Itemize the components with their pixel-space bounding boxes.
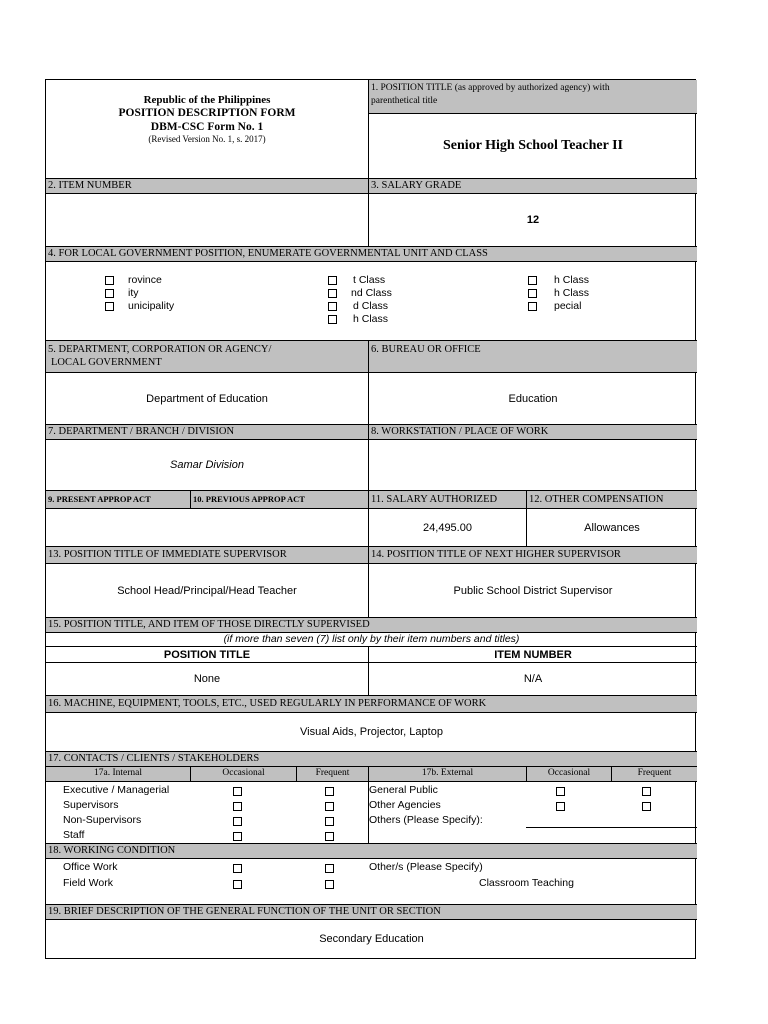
header-republic: Republic of the Philippines (143, 94, 271, 106)
header-version: (Revised Version No. 1, s. 2017) (148, 134, 266, 144)
s17a-header: 17a. Internal (46, 766, 190, 781)
checkbox-sup-occasional[interactable] (233, 802, 242, 811)
external-others-specify: Others (Please Specify): (369, 814, 483, 826)
s18-label: 18. WORKING CONDITION (46, 843, 697, 858)
checkbox-class-3[interactable] (328, 302, 337, 311)
checkbox-class-5[interactable] (528, 276, 537, 285)
s14-label: 14. POSITION TITLE OF NEXT HIGHER SUPERVISOR (368, 546, 697, 563)
option-class-5: h Class (554, 274, 590, 286)
option-class-4: h Class (353, 313, 389, 325)
option-class-6: h Class (554, 287, 590, 299)
external-general-public: General Public (369, 784, 438, 796)
internal-supervisors: Supervisors (63, 799, 119, 811)
checkbox-staff-occasional[interactable] (233, 832, 242, 841)
working-other-label: Other/s (Please Specify) (369, 861, 483, 873)
internal-staff: Staff (63, 829, 85, 841)
checkbox-municipality[interactable] (105, 302, 114, 311)
others-specify-line[interactable] (526, 827, 697, 828)
working-field: Field Work (63, 877, 113, 889)
option-class-3: d Class (353, 300, 389, 312)
s16-label: 16. MACHINE, EQUIPMENT, TOOLS, ETC., USED REGULARLY IN PERFORMANCE OF WORK (46, 695, 697, 712)
s15-label: 15. POSITION TITLE, AND ITEM OF THOSE DIRECTLY SUPERVISED (46, 617, 697, 632)
position-title-value: Senior High School Teacher II (368, 113, 697, 178)
checkbox-class-4[interactable] (328, 315, 337, 324)
equipment-value: Visual Aids, Projector, Laptop (46, 712, 697, 751)
checkbox-exec-frequent[interactable] (325, 787, 334, 796)
checkbox-nonsup-frequent[interactable] (325, 817, 334, 826)
s15-col-title: POSITION TITLE (46, 646, 368, 662)
s17-label: 17. CONTACTS / CLIENTS / STAKEHOLDERS (46, 751, 697, 766)
s7-label: 7. DEPARTMENT / BRANCH / DIVISION (46, 424, 368, 439)
checkbox-special[interactable] (528, 302, 537, 311)
s17b-header: 17b. External (368, 766, 526, 781)
checkbox-class-6[interactable] (528, 289, 537, 298)
s17a-frequent-header: Frequent (296, 766, 368, 781)
bureau-value: Education (368, 372, 697, 424)
checkbox-public-frequent[interactable] (642, 787, 651, 796)
option-province: rovince (128, 274, 162, 286)
form-header (46, 80, 368, 178)
salary-authorized-value: 24,495.00 (368, 508, 526, 546)
checkbox-city[interactable] (105, 289, 114, 298)
s15-col-item: ITEM NUMBER (368, 646, 697, 662)
s11-label: 11. SALARY AUTHORIZED (368, 490, 526, 508)
checkbox-public-occasional[interactable] (556, 787, 565, 796)
header-form-name: POSITION DESCRIPTION FORM (118, 107, 296, 119)
s4-label: 4. FOR LOCAL GOVERNMENT POSITION, ENUMERATE GOVERNMENTAL UNIT AND CLASS (46, 246, 697, 261)
checkbox-field-frequent[interactable] (325, 880, 334, 889)
s8-label: 8. WORKSTATION / PLACE OF WORK (368, 424, 697, 439)
checkbox-field-occasional[interactable] (233, 880, 242, 889)
checkbox-office-occasional[interactable] (233, 864, 242, 873)
option-class-2: nd Class (351, 287, 392, 299)
working-office: Office Work (63, 861, 118, 873)
other-compensation-value: Allowances (526, 508, 697, 546)
division-value: Samar Division (46, 439, 368, 490)
position-description-form (45, 79, 696, 959)
s12-label: 12. OTHER COMPENSATION (526, 490, 697, 508)
checkbox-class-1[interactable] (328, 276, 337, 285)
checkbox-province[interactable] (105, 276, 114, 285)
checkbox-staff-frequent[interactable] (325, 832, 334, 841)
s17-body (46, 781, 697, 843)
supervised-title-value: None (46, 662, 368, 695)
present-approp-value (46, 508, 368, 546)
s19-label: 19. BRIEF DESCRIPTION OF THE GENERAL FUNCTION OF THE UNIT OR SECTION (46, 904, 697, 919)
internal-non-supervisors: Non-Supervisors (63, 814, 142, 826)
s4-options (46, 261, 697, 340)
checkbox-exec-occasional[interactable] (233, 787, 242, 796)
s5-label: 5. DEPARTMENT, CORPORATION OR AGENCY/ LOCAL GOVERNMENT (46, 340, 368, 372)
next-higher-supervisor-value: Public School District Supervisor (368, 563, 697, 617)
salary-grade-value: 12 (368, 193, 697, 246)
s15-note: (if more than seven (7) list only by their item numbers and titles) (46, 632, 697, 646)
external-other-agencies: Other Agencies (369, 799, 441, 811)
s3-label: 3. SALARY GRADE (368, 178, 697, 193)
s10-label: 10. PREVIOUS APPROP ACT (190, 490, 368, 508)
s2-label: 2. ITEM NUMBER (46, 178, 368, 193)
workstation-value (368, 439, 697, 490)
immediate-supervisor-value: School Head/Principal/Head Teacher (46, 563, 368, 617)
option-municipality: unicipality (128, 300, 175, 312)
item-number-value (46, 193, 368, 246)
checkbox-sup-frequent[interactable] (325, 802, 334, 811)
s17a-occasional-header: Occasional (190, 766, 296, 781)
s9-label: 9. PRESENT APPROP ACT (46, 490, 190, 508)
header-form-number: DBM-CSC Form No. 1 (150, 121, 264, 133)
working-other-value: Classroom Teaching (479, 877, 574, 889)
supervised-item-value: N/A (368, 662, 697, 695)
checkbox-agencies-frequent[interactable] (642, 802, 651, 811)
s6-label: 6. BUREAU OR OFFICE (368, 340, 697, 372)
s17b-occasional-header: Occasional (526, 766, 611, 781)
s17b-frequent-header: Frequent (611, 766, 697, 781)
checkbox-agencies-occasional[interactable] (556, 802, 565, 811)
option-special: pecial (554, 300, 582, 312)
s13-label: 13. POSITION TITLE OF IMMEDIATE SUPERVISOR (46, 546, 368, 563)
option-city: ity (128, 287, 139, 299)
internal-executive: Executive / Managerial (63, 784, 170, 796)
option-class-1: t Class (353, 274, 386, 286)
department-value: Department of Education (46, 372, 368, 424)
checkbox-nonsup-occasional[interactable] (233, 817, 242, 826)
s18-body (46, 858, 697, 904)
s1-label: 1. POSITION TITLE (as approved by authorized agency) with parenthetical title (368, 80, 697, 113)
general-function-value: Secondary Education (46, 919, 697, 958)
checkbox-office-frequent[interactable] (325, 864, 334, 873)
checkbox-class-2[interactable] (328, 289, 337, 298)
